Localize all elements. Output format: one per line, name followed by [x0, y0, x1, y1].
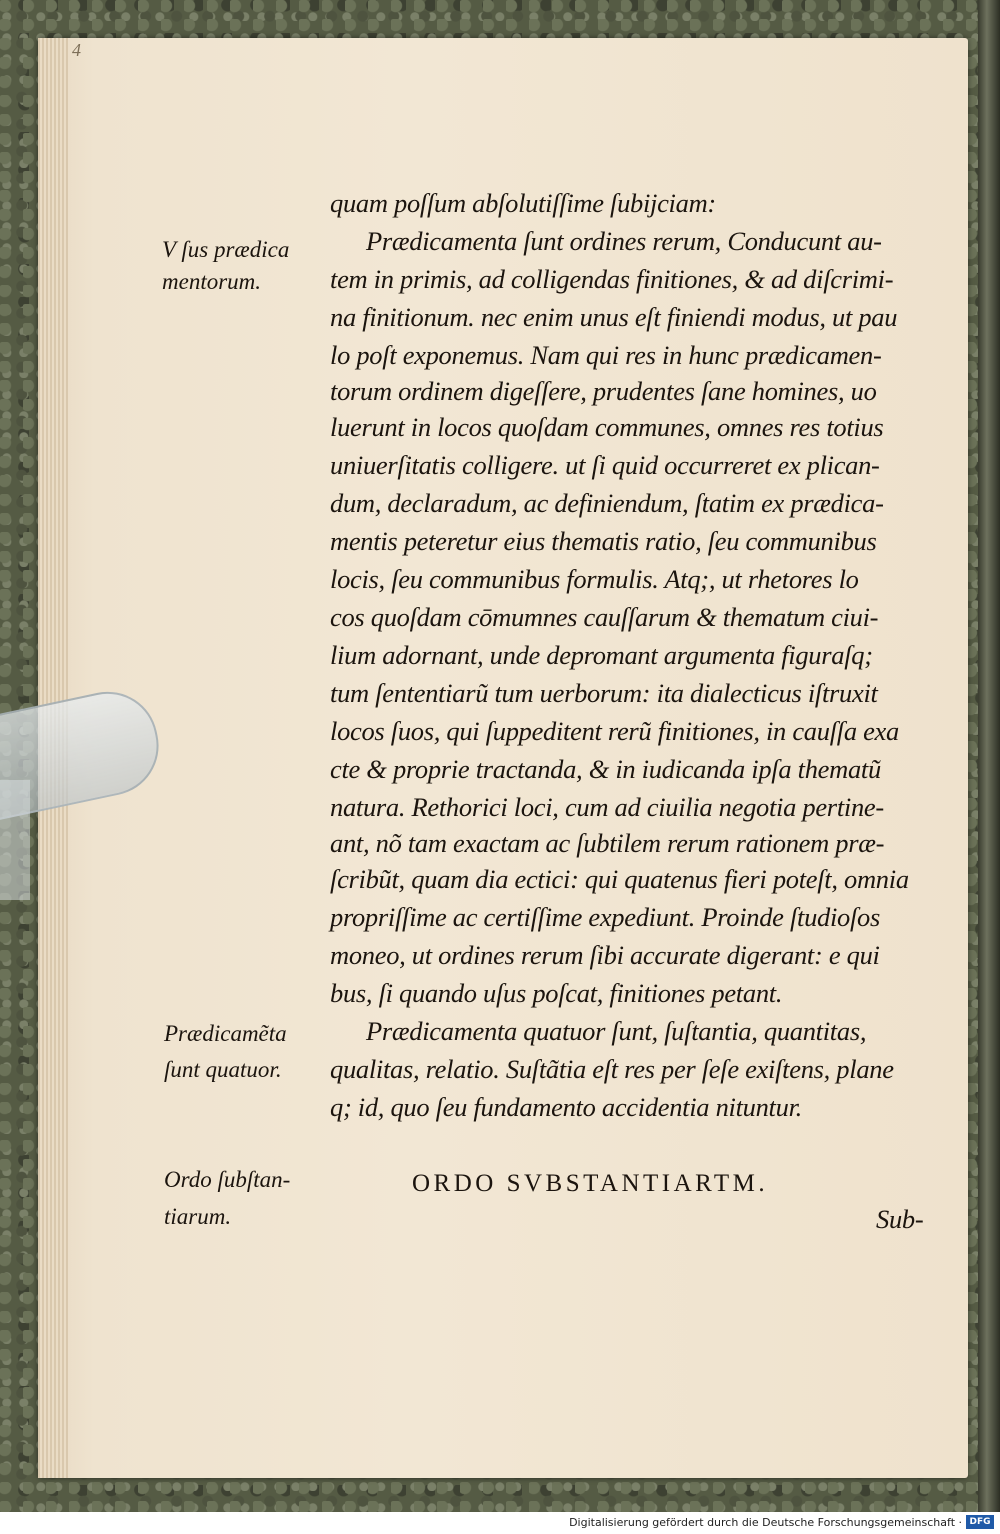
text-line-21: moneo, ut ordines rerum ſibi accurate digerant: e qui	[330, 940, 880, 970]
text-line-12: cos quoſdam cōmumnes cauſſarum & thematum ciui-	[330, 602, 879, 632]
text-line-19: ſcribũt, quam dia ectici: qui quatenus fieri poteſt, omnia	[330, 864, 909, 894]
margin-note-3-line2: tiarum.	[164, 1204, 232, 1229]
text-line-8: uniuerſitatis colligere. ut ſi quid occurreret ex plican-	[330, 450, 880, 480]
cover-edge	[978, 0, 1000, 1512]
text-line-5: lo poſt exponemus. Nam qui res in hunc prædicamen-	[330, 340, 882, 370]
text-line-9: dum, declaradum, ac definiendum, ſtatim ex prædica-	[330, 488, 884, 518]
dfg-logo: DFG	[966, 1515, 994, 1529]
margin-note-1-line1: V ſus prædica	[162, 237, 290, 262]
margin-note-3-line1: Ordo ſubſtan-	[164, 1167, 291, 1192]
margin-note-2-line1: Prædicamẽta	[164, 1021, 287, 1046]
text-line-24: qualitas, relatio. Suſtãtia eſt res per ſeſe exiſtens, plane	[330, 1054, 894, 1084]
footer-credit: Digitalisierung gefördert durch die Deutsche Forschungsgemeinschaft ·	[569, 1516, 962, 1529]
catchword: Sub-	[876, 1204, 924, 1234]
text-line-23: Prædicamenta quatuor ſunt, ſuſtantia, quantitas,	[366, 1016, 867, 1046]
text-line-25: q; id, quo ſeu fundamento accidentia nituntur.	[330, 1092, 802, 1122]
text-line-11: locis, ſeu communibus formulis. Atq;, ut rhetores lo	[330, 564, 859, 594]
text-line-3: tem in primis, ad colligendas finitiones, & ad diſcrimi-	[330, 264, 894, 294]
text-line-1: quam poſſum abſolutiſſime ſubijciam:	[330, 188, 716, 218]
text-line-18: ant, nõ tam exactam ac ſubtilem rerum rationem præ-	[330, 828, 885, 858]
text-line-6: torum ordinem digeſſere, prudentes ſane homines, uo	[330, 376, 877, 406]
text-line-16: cte & proprie tractanda, & in iudicanda ipſa thematũ	[330, 754, 881, 784]
margin-note-2-line2: ſunt quatuor.	[164, 1057, 282, 1082]
text-line-2: Prædicamenta ſunt ordines rerum, Conducunt au-	[366, 226, 882, 256]
text-line-15: locos ſuos, qui ſuppeditent rerũ finitiones, in cauſſa exa	[330, 716, 899, 746]
text-line-22: bus, ſi quando uſus poſcat, finitiones petant.	[330, 978, 783, 1008]
text-line-14: tum ſententiarũ tum uerborum: ita dialecticus iſtruxit	[330, 678, 878, 708]
section-heading: ORDO SVBSTANTIARTM.	[412, 1170, 769, 1197]
text-line-20: propriſſime ac certiſſime expediunt. Proinde ſtudioſos	[330, 902, 881, 932]
text-line-10: mentis peteretur eius thematis ratio, ſeu communibus	[330, 526, 877, 556]
text-line-7: luerunt in locos quoſdam communes, omnes res totius	[330, 412, 884, 442]
clip-band	[0, 780, 30, 900]
text-line-17: natura. Rethorici loci, cum ad ciuilia negotia pertine-	[330, 792, 884, 822]
text-line-4: na finitionum. nec enim unus eſt finiendi modus, ut pau	[330, 302, 898, 332]
margin-note-1-line2: mentorum.	[162, 269, 262, 294]
text-line-13: lium adornant, unde depromant argumenta figuraſq;	[330, 640, 873, 670]
stray-mark: 4	[72, 40, 81, 60]
